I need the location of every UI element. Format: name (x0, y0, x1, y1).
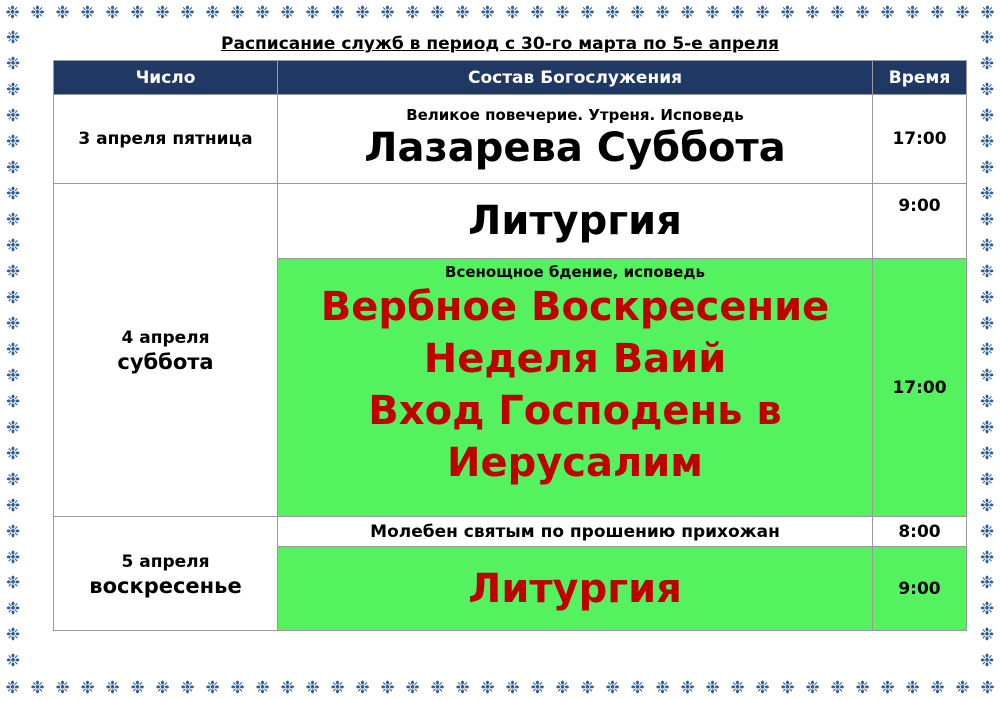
snowflake-ornament-icon: ❉ (530, 2, 545, 23)
snowflake-ornament-icon: ❉ (355, 677, 370, 698)
snowflake-ornament-icon: ❉ (5, 288, 21, 308)
snowflake-ornament-icon: ❉ (705, 2, 720, 23)
snowflake-ornament-icon: ❉ (5, 54, 21, 75)
snowflake-ornament-icon: ❉ (580, 2, 595, 23)
snowflake-ornament-icon: ❉ (180, 2, 195, 23)
snowflake-ornament-icon: ❉ (5, 573, 21, 594)
snowflake-ornament-icon: ❉ (5, 184, 21, 205)
snowflake-ornament-icon: ❉ (680, 677, 695, 698)
snowflake-ornament-icon: ❉ (655, 677, 670, 698)
snowflake-ornament-icon: ❉ (5, 106, 21, 127)
snowflake-ornament-icon: ❉ (255, 2, 270, 23)
snowflake-ornament-icon: ❉ (830, 677, 845, 698)
snowflake-ornament-icon: ❉ (280, 2, 295, 23)
page-title: Расписание служб в период с 30-го марта по 5-е апреля (221, 34, 779, 54)
snowflake-ornament-icon: ❉ (205, 2, 220, 23)
snowflake-ornament-icon: ❉ (979, 80, 995, 101)
snowflake-ornament-icon: ❉ (979, 651, 995, 672)
snowflake-ornament-icon: ❉ (955, 677, 970, 698)
snowflake-ornament-icon: ❉ (5, 547, 21, 568)
service-cell: Молебен святым по прошению прихожан (278, 517, 873, 547)
snowflake-ornament-icon: ❉ (5, 443, 21, 464)
snowflake-ornament-icon: ❉ (5, 365, 21, 386)
date-line: 5 апреля (121, 551, 210, 572)
snowflake-ornament-icon: ❉ (5, 417, 21, 438)
snowflake-ornament-icon: ❉ (979, 313, 995, 334)
header-service: Состав Богослужения (278, 61, 873, 95)
snowflake-ornament-icon: ❉ (979, 547, 995, 568)
snowflake-ornament-icon: ❉ (480, 2, 495, 23)
snowflake-ornament-icon: ❉ (205, 677, 220, 698)
date-line: 4 апреля (121, 328, 210, 348)
snowflake-ornament-icon: ❉ (430, 2, 445, 23)
time-cell: 17:00 (873, 259, 967, 517)
snowflake-ornament-icon: ❉ (780, 2, 795, 23)
snowflake-ornament-icon: ❉ (5, 2, 20, 23)
snowflake-ornament-icon: ❉ (5, 132, 21, 153)
snowflake-ornament-icon: ❉ (979, 599, 995, 620)
snowflake-ornament-icon: ❉ (5, 599, 21, 620)
snowflake-ornament-icon: ❉ (979, 521, 995, 542)
snowflake-ornament-icon: ❉ (530, 677, 545, 698)
table-header-row (54, 61, 967, 95)
snowflake-ornament-icon: ❉ (630, 677, 645, 698)
snowflake-ornament-icon: ❉ (480, 677, 495, 698)
snowflake-ornament-icon: ❉ (855, 2, 870, 23)
date-cell: 3 апреля пятница (54, 95, 278, 184)
snowflake-ornament-icon: ❉ (979, 288, 995, 308)
snowflake-ornament-icon: ❉ (930, 2, 945, 23)
snowflake-ornament-icon: ❉ (979, 262, 995, 283)
table-row (54, 184, 967, 259)
snowflake-ornament-icon: ❉ (430, 677, 445, 698)
snowflake-ornament-icon: ❉ (5, 262, 21, 283)
snowflake-ornament-icon: ❉ (55, 2, 70, 23)
snowflake-ornament-icon: ❉ (155, 677, 170, 698)
snowflake-ornament-icon: ❉ (655, 2, 670, 23)
snowflake-ornament-icon: ❉ (979, 54, 995, 75)
service-subtitle: Всенощное бдение, исповедь (445, 263, 705, 281)
snowflake-ornament-icon: ❉ (280, 677, 295, 698)
snowflake-ornament-icon: ❉ (730, 2, 745, 23)
snowflake-ornament-icon: ❉ (5, 469, 21, 490)
schedule-table (53, 60, 967, 631)
service-title: Литургия (468, 565, 682, 612)
snowflake-ornament-icon: ❉ (5, 391, 21, 412)
snowflake-ornament-icon: ❉ (380, 2, 395, 23)
snowflake-ornament-icon: ❉ (5, 495, 21, 516)
snowflake-ornament-icon: ❉ (955, 2, 970, 23)
feast-line: Вербное Воскресение (320, 284, 830, 330)
snowflake-ornament-icon: ❉ (979, 28, 995, 49)
snowflake-ornament-icon: ❉ (980, 677, 995, 698)
snowflake-ornament-icon: ❉ (555, 2, 570, 23)
snowflake-ornament-icon: ❉ (30, 677, 45, 698)
right-border (974, 26, 1000, 675)
table-row (54, 95, 967, 184)
snowflake-ornament-icon: ❉ (979, 106, 995, 127)
top-border (0, 0, 1000, 26)
left-border (0, 26, 26, 675)
table-row (54, 517, 967, 547)
weekday-line: суббота (117, 350, 214, 374)
service-cell (278, 184, 873, 259)
snowflake-ornament-icon: ❉ (979, 625, 995, 646)
snowflake-ornament-icon: ❉ (5, 521, 21, 542)
snowflake-ornament-icon: ❉ (605, 2, 620, 23)
snowflake-ornament-icon: ❉ (330, 677, 345, 698)
snowflake-ornament-icon: ❉ (805, 2, 820, 23)
snowflake-ornament-icon: ❉ (5, 339, 21, 360)
snowflake-ornament-icon: ❉ (5, 677, 20, 698)
snowflake-ornament-icon: ❉ (980, 2, 995, 23)
snowflake-ornament-icon: ❉ (505, 2, 520, 23)
snowflake-ornament-icon: ❉ (230, 677, 245, 698)
snowflake-ornament-icon: ❉ (705, 677, 720, 698)
service-cell (278, 259, 873, 517)
snowflake-ornament-icon: ❉ (979, 443, 995, 464)
date-cell (54, 184, 278, 517)
snowflake-ornament-icon: ❉ (405, 2, 420, 23)
snowflake-ornament-icon: ❉ (630, 2, 645, 23)
snowflake-ornament-icon: ❉ (130, 2, 145, 23)
snowflake-ornament-icon: ❉ (979, 184, 995, 205)
snowflake-ornament-icon: ❉ (979, 417, 995, 438)
snowflake-ornament-icon: ❉ (979, 573, 995, 594)
snowflake-ornament-icon: ❉ (979, 469, 995, 490)
snowflake-ornament-icon: ❉ (5, 28, 21, 49)
snowflake-ornament-icon: ❉ (979, 158, 995, 179)
header-time: Время (873, 61, 967, 95)
snowflake-ornament-icon: ❉ (805, 677, 820, 698)
snowflake-ornament-icon: ❉ (55, 677, 70, 698)
snowflake-ornament-icon: ❉ (5, 625, 21, 646)
snowflake-ornament-icon: ❉ (380, 677, 395, 698)
snowflake-ornament-icon: ❉ (355, 2, 370, 23)
snowflake-ornament-icon: ❉ (5, 313, 21, 334)
snowflake-ornament-icon: ❉ (979, 132, 995, 153)
snowflake-ornament-icon: ❉ (580, 677, 595, 698)
service-cell (278, 95, 873, 184)
snowflake-ornament-icon: ❉ (455, 2, 470, 23)
snowflake-ornament-icon: ❉ (930, 677, 945, 698)
snowflake-ornament-icon: ❉ (105, 2, 120, 23)
snowflake-ornament-icon: ❉ (5, 158, 21, 179)
snowflake-ornament-icon: ❉ (755, 2, 770, 23)
snowflake-ornament-icon: ❉ (305, 677, 320, 698)
bottom-border (0, 675, 1000, 701)
snowflake-ornament-icon: ❉ (180, 677, 195, 698)
snowflake-ornament-icon: ❉ (905, 677, 920, 698)
snowflake-ornament-icon: ❉ (230, 2, 245, 23)
snowflake-ornament-icon: ❉ (5, 80, 21, 101)
snowflake-ornament-icon: ❉ (5, 210, 21, 231)
snowflake-ornament-icon: ❉ (605, 677, 620, 698)
service-cell (278, 547, 873, 631)
feast-line: Иерусалим (446, 440, 704, 486)
snowflake-ornament-icon: ❉ (255, 677, 270, 698)
time-cell: 9:00 (873, 184, 967, 259)
snowflake-ornament-icon: ❉ (755, 677, 770, 698)
snowflake-ornament-icon: ❉ (405, 677, 420, 698)
snowflake-ornament-icon: ❉ (979, 495, 995, 516)
snowflake-ornament-icon: ❉ (830, 2, 845, 23)
snowflake-ornament-icon: ❉ (880, 677, 895, 698)
time-cell: 8:00 (873, 517, 967, 547)
snowflake-ornament-icon: ❉ (979, 236, 995, 257)
snowflake-ornament-icon: ❉ (80, 677, 95, 698)
snowflake-ornament-icon: ❉ (80, 2, 95, 23)
snowflake-ornament-icon: ❉ (905, 2, 920, 23)
feast-line: Неделя Ваий (423, 336, 727, 382)
service-subtitle: Великое повечерие. Утреня. Исповедь (406, 106, 744, 124)
service-title: Лазарева Суббота (364, 125, 786, 171)
time-cell: 17:00 (873, 95, 967, 184)
header-date: Число (54, 61, 278, 95)
snowflake-ornament-icon: ❉ (680, 2, 695, 23)
snowflake-ornament-icon: ❉ (780, 677, 795, 698)
snowflake-ornament-icon: ❉ (555, 677, 570, 698)
date-cell (54, 517, 278, 631)
snowflake-ornament-icon: ❉ (105, 677, 120, 698)
snowflake-ornament-icon: ❉ (30, 2, 45, 23)
snowflake-ornament-icon: ❉ (5, 651, 21, 672)
snowflake-ornament-icon: ❉ (979, 339, 995, 360)
snowflake-ornament-icon: ❉ (979, 210, 995, 231)
snowflake-ornament-icon: ❉ (5, 236, 21, 257)
snowflake-ornament-icon: ❉ (730, 677, 745, 698)
snowflake-ornament-icon: ❉ (155, 2, 170, 23)
snowflake-ornament-icon: ❉ (979, 365, 995, 386)
weekday-line: воскресенье (89, 573, 242, 598)
snowflake-ornament-icon: ❉ (979, 391, 995, 412)
snowflake-ornament-icon: ❉ (455, 677, 470, 698)
feast-line: Вход Господень в (368, 388, 782, 434)
snowflake-ornament-icon: ❉ (130, 677, 145, 698)
time-cell: 9:00 (873, 547, 967, 631)
snowflake-ornament-icon: ❉ (855, 677, 870, 698)
snowflake-ornament-icon: ❉ (505, 677, 520, 698)
snowflake-ornament-icon: ❉ (880, 2, 895, 23)
service-title: Литургия (468, 198, 682, 244)
snowflake-ornament-icon: ❉ (305, 2, 320, 23)
snowflake-ornament-icon: ❉ (330, 2, 345, 23)
